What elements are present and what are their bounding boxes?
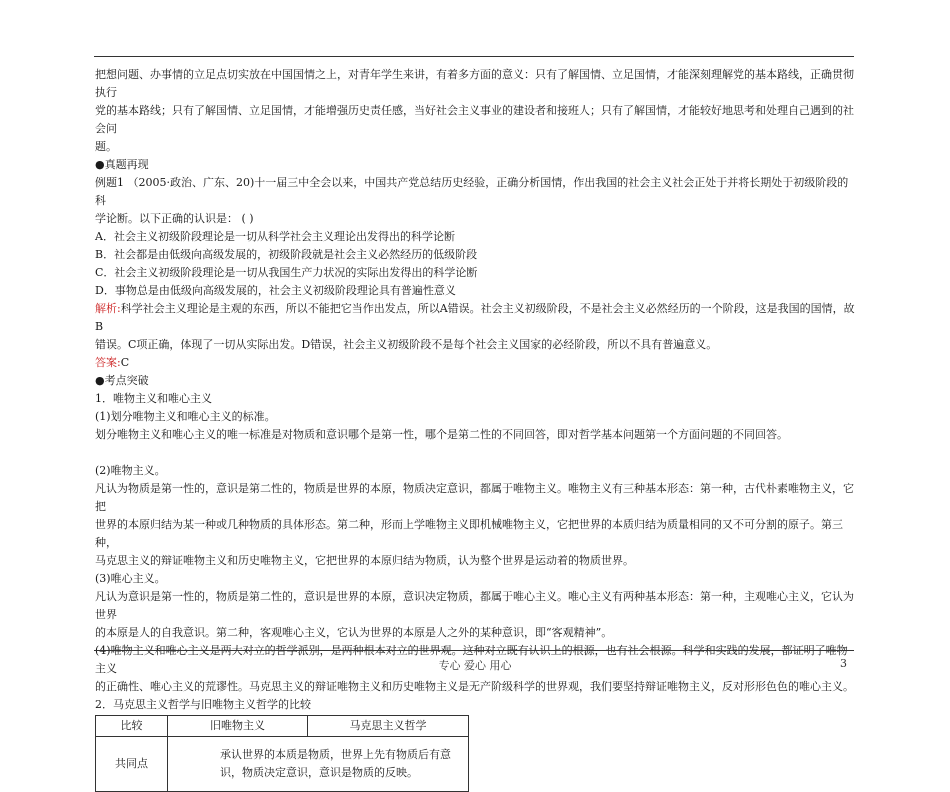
option-a: A．社会主义初级阶段理论是一切从科学社会主义理论出发得出的科学论断 xyxy=(95,230,455,243)
subpoint-1-text: 划分唯物主义和唯心主义的唯一标准是对物质和意识哪个是第一性，哪个是第二性的不同回答，即对哲学基本问题第一个方面问题的不同回答。 xyxy=(95,428,788,441)
subpoint-2-line: 马克思主义的辩证唯物主义和历史唯物主义，它把世界的本原归结为物质，认为整个世界是运动着的物质世界。 xyxy=(95,554,634,567)
footer-text: 专心 爱心 用心 xyxy=(438,659,512,672)
subpoint-3-title: (3)唯心主义。 xyxy=(95,572,166,585)
table-row-label: 共同点 xyxy=(96,737,168,792)
intro-line: 把想问题、办事情的立足点切实放在中国国情之上，对青年学生来讲，有着多方面的意义：只有了解国情、立足国情，才能深刻理解党的基本路线，正确贯彻执行 xyxy=(95,68,854,99)
answer-line xyxy=(95,354,857,372)
table-header-cell: 旧唯物主义 xyxy=(168,716,308,737)
subpoint-2-line: 凡认为物质是第一性的，意识是第二性的，物质是世界的本原，物质决定意识，都属于唯物主义。唯物主义有三种基本形态：第一种，古代朴素唯物主义，它把 xyxy=(95,482,854,513)
point-2-title: 2．马克思主义哲学与旧唯物主义哲学的比较 xyxy=(95,698,311,711)
option-c: C．社会主义初级阶段理论是一切从我国生产力状况的实际出发得出的科学论断 xyxy=(95,266,478,279)
table-row xyxy=(96,737,469,792)
example-question-line: 学论断。以下正确的认识是： ( ) xyxy=(95,212,254,225)
subpoint-1-title: (1)划分唯物主义和唯心主义的标准。 xyxy=(95,410,276,423)
page-number: 3 xyxy=(840,657,847,670)
analysis-text: 科学社会主义理论是主观的东西，所以不能把它当作出发点，所以A错误。社会主义初级阶段，不是社会主义必然经历的一个阶段，这是我国的国情，故B xyxy=(95,302,855,333)
section-heading-key-points: ●考点突破 xyxy=(95,374,149,387)
table-header-cell: 比较 xyxy=(96,716,168,737)
subpoint-2-line: 世界的本原归结为某一种或几种物质的具体形态。第二种，形而上学唯物主义即机械唯物主义，它把世界的本质归结为质量相同的又不可分割的原子。第三种， xyxy=(95,518,843,549)
analysis-continuation: 错误。C项正确，体现了一切从实际出发。D错误，社会主义初级阶段不是每个社会主义国家的必经阶段，所以不具有普遍意义。 xyxy=(95,338,718,351)
page-content xyxy=(95,66,857,792)
blank-line xyxy=(95,444,857,462)
subpoint-3-line: 凡认为意识是第一性的，物质是第二性的，意识是世界的本原，意识决定物质，都属于唯心主义。唯心主义有两种基本形态：第一种，主观唯心主义，它认为世界 xyxy=(95,590,854,621)
comparison-table xyxy=(95,715,469,792)
table-cell-common: 承认世界的本质是物质，世界上先有物质后有意识，物质决定意识，意识是物质的反映。 xyxy=(168,737,469,792)
point-1-title: 1．唯物主义和唯心主义 xyxy=(95,392,212,405)
intro-line: 党的基本路线；只有了解国情、立足国情，才能增强历史责任感，当好社会主义事业的建设者和接班人；只有了解国情，才能较好地思考和处理自己遇到的社会问 xyxy=(95,104,854,135)
table-header-cell: 马克思主义哲学 xyxy=(308,716,469,737)
answer-label: 答案: xyxy=(95,356,121,369)
table-header-row xyxy=(96,716,469,737)
analysis-label: 解析: xyxy=(95,302,121,315)
option-d: D．事物总是由低级向高级发展的，社会主义初级阶段理论具有普遍性意义 xyxy=(95,284,456,297)
option-b: B．社会都是由低级向高级发展的，初级阶段就是社会主义必然经历的低级阶段 xyxy=(95,248,478,261)
footer-rule xyxy=(94,650,854,651)
analysis-line xyxy=(95,300,857,336)
header-rule xyxy=(94,56,854,57)
section-heading-real-questions: ●真题再现 xyxy=(95,158,149,171)
subpoint-2-title: (2)唯物主义。 xyxy=(95,464,166,477)
intro-line: 题。 xyxy=(95,140,117,153)
subpoint-3-line: 的本原是人的自我意识。第二种，客观唯心主义，它认为世界的本原是人之外的某种意识，即“客观精神”。 xyxy=(95,626,613,639)
subpoint-4-line: (4)唯物主义和唯心主义是两大对立的哲学派别，是两种根本对立的世界观。这种对立既有认识上的根源，也有社会根源。科学和实践的发展，都证明了唯物主义 xyxy=(95,644,848,675)
answer-value: C xyxy=(120,356,130,369)
subpoint-4-line: 的正确性、唯心主义的荒谬性。马克思主义的辩证唯物主义和历史唯物主义是无产阶级科学的世界观，我们要坚持辩证唯物主义，反对形形色色的唯心主义。 xyxy=(95,680,854,693)
example-question-line: 例题1 （2005·政治、广东、20)十一届三中全会以来，中国共产党总结历史经验，正确分析国情，作出我国的社会主义社会正处于并将长期处于初级阶段的科 xyxy=(95,176,849,207)
